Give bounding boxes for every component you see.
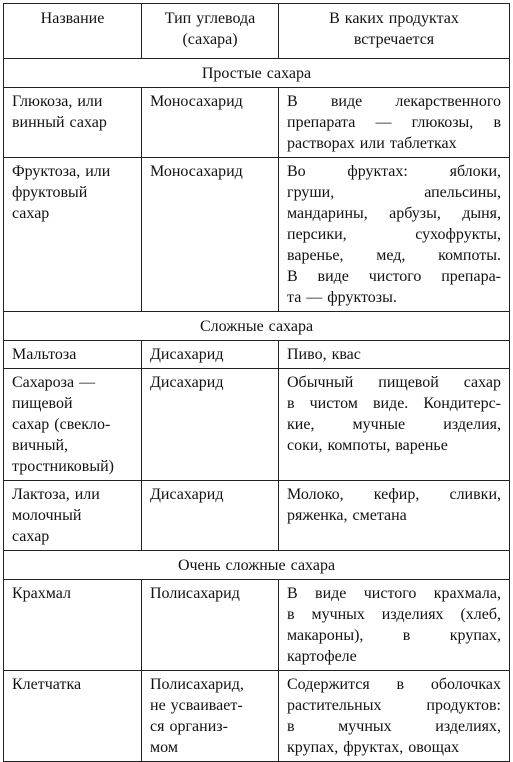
type-cell	[142, 481, 279, 551]
cell-line: Тип углевода	[164, 10, 256, 27]
cell-line: препарата — глюкозы, в	[287, 114, 501, 131]
name-cell	[4, 88, 142, 158]
cell-line: Дисахарид	[150, 346, 224, 363]
table-row	[4, 88, 510, 158]
cell-line: груши, апельсины,	[287, 184, 501, 201]
header-name	[4, 4, 142, 59]
header-products	[279, 4, 510, 59]
cell-line: не усваивает-	[150, 697, 243, 714]
cell-line: мандарины, арбузы, дыня,	[287, 205, 501, 222]
cell-line: в чистом виде. Кондитерс-	[287, 395, 501, 412]
table-row	[4, 580, 510, 671]
cell-line: Пиво, квас	[287, 346, 361, 363]
cell-line: картофеле	[287, 648, 357, 665]
cell-line: Сахароза —	[12, 374, 96, 391]
cell-line: сахар	[12, 205, 50, 222]
type-cell	[142, 88, 279, 158]
cell-line: кие, мучные изделия,	[287, 416, 501, 433]
cell-line: Крахмал	[12, 585, 72, 602]
type-cell	[142, 580, 279, 671]
cell-line: встречается	[353, 31, 435, 48]
cell-line: фруктовый	[12, 184, 88, 201]
cell-line: Полисахарид	[150, 585, 240, 602]
name-cell	[4, 481, 142, 551]
cell-line: винный сахар	[12, 114, 107, 131]
cell-line: Дисахарид	[150, 374, 224, 391]
table-row	[4, 158, 510, 312]
cell-line: сахар (свекло-	[12, 416, 111, 433]
cell-line: Фруктоза, или	[12, 163, 111, 180]
cell-line: сахар	[12, 528, 50, 545]
type-cell	[142, 369, 279, 481]
section-row	[4, 551, 510, 580]
products-cell	[279, 481, 510, 551]
cell-line: В виде чистого крахмала,	[287, 585, 501, 602]
cell-line: Глюкоза, или	[12, 93, 103, 110]
table-row	[4, 481, 510, 551]
name-cell	[4, 369, 142, 481]
type-cell	[142, 158, 279, 312]
cell-line: В виде лекарственного	[287, 93, 501, 110]
cell-line: крупах, фруктах, овощах	[287, 739, 460, 756]
cell-line: та — фруктозы.	[287, 289, 397, 306]
type-cell	[142, 341, 279, 369]
cell-line: (сахара)	[182, 31, 238, 48]
section-row	[4, 59, 510, 88]
cell-line: в мучных изделиях,	[287, 718, 501, 735]
section-row	[4, 312, 510, 341]
cell-line: В каких продуктах	[329, 10, 459, 27]
cell-line: Полисахарид,	[150, 676, 244, 693]
cell-line: в мучных изделиях (хлеб,	[287, 606, 501, 623]
section-title: Сложные сахара	[4, 312, 510, 341]
name-cell	[4, 580, 142, 671]
table-row	[4, 671, 510, 762]
name-cell	[4, 158, 142, 312]
table-row	[4, 369, 510, 481]
type-cell	[142, 671, 279, 762]
cell-line: ряженка, сметана	[287, 507, 407, 524]
cell-line: тростниковый)	[12, 458, 114, 475]
cell-line: В виде чистого препара-	[287, 268, 501, 285]
cell-line: Лактоза, или	[12, 486, 100, 503]
products-cell	[279, 580, 510, 671]
header-row	[4, 4, 510, 59]
cell-line: персики, сухофрукты,	[287, 226, 501, 243]
carbohydrate-table	[3, 3, 510, 762]
header-type	[142, 4, 279, 59]
cell-line: Моносахарид	[150, 93, 243, 110]
cell-line: мом	[150, 739, 178, 756]
table-row	[4, 341, 510, 369]
cell-line: вичный,	[12, 437, 69, 454]
cell-line: Название	[40, 10, 105, 27]
cell-line: Содержится в оболочках	[287, 676, 501, 693]
cell-line: Молоко, кефир, сливки,	[287, 486, 501, 503]
cell-line: Клетчатка	[12, 676, 82, 693]
cell-line: Дисахарид	[150, 486, 224, 503]
section-title: Очень сложные сахара	[4, 551, 510, 580]
products-cell	[279, 88, 510, 158]
name-cell	[4, 671, 142, 762]
cell-line: пищевой	[12, 395, 73, 412]
products-cell	[279, 158, 510, 312]
cell-line: макароны), в крупах,	[287, 627, 501, 644]
products-cell	[279, 341, 510, 369]
cell-line: ся организ-	[150, 718, 228, 735]
cell-line: растительных продуктов:	[287, 697, 501, 714]
cell-line: молочный	[12, 507, 82, 524]
cell-line: Моносахарид	[150, 163, 243, 180]
products-cell	[279, 369, 510, 481]
cell-line: соки, компоты, варенье	[287, 437, 448, 454]
cell-line: Обычный пищевой сахар	[287, 374, 501, 391]
products-cell	[279, 671, 510, 762]
cell-line: варенье, мед, компоты.	[287, 247, 501, 264]
cell-line: Мальтоза	[12, 346, 77, 363]
cell-line: Во фруктах: яблоки,	[287, 163, 501, 180]
section-title: Простые сахара	[4, 59, 510, 88]
cell-line: растворах или таблетках	[287, 135, 457, 152]
name-cell	[4, 341, 142, 369]
